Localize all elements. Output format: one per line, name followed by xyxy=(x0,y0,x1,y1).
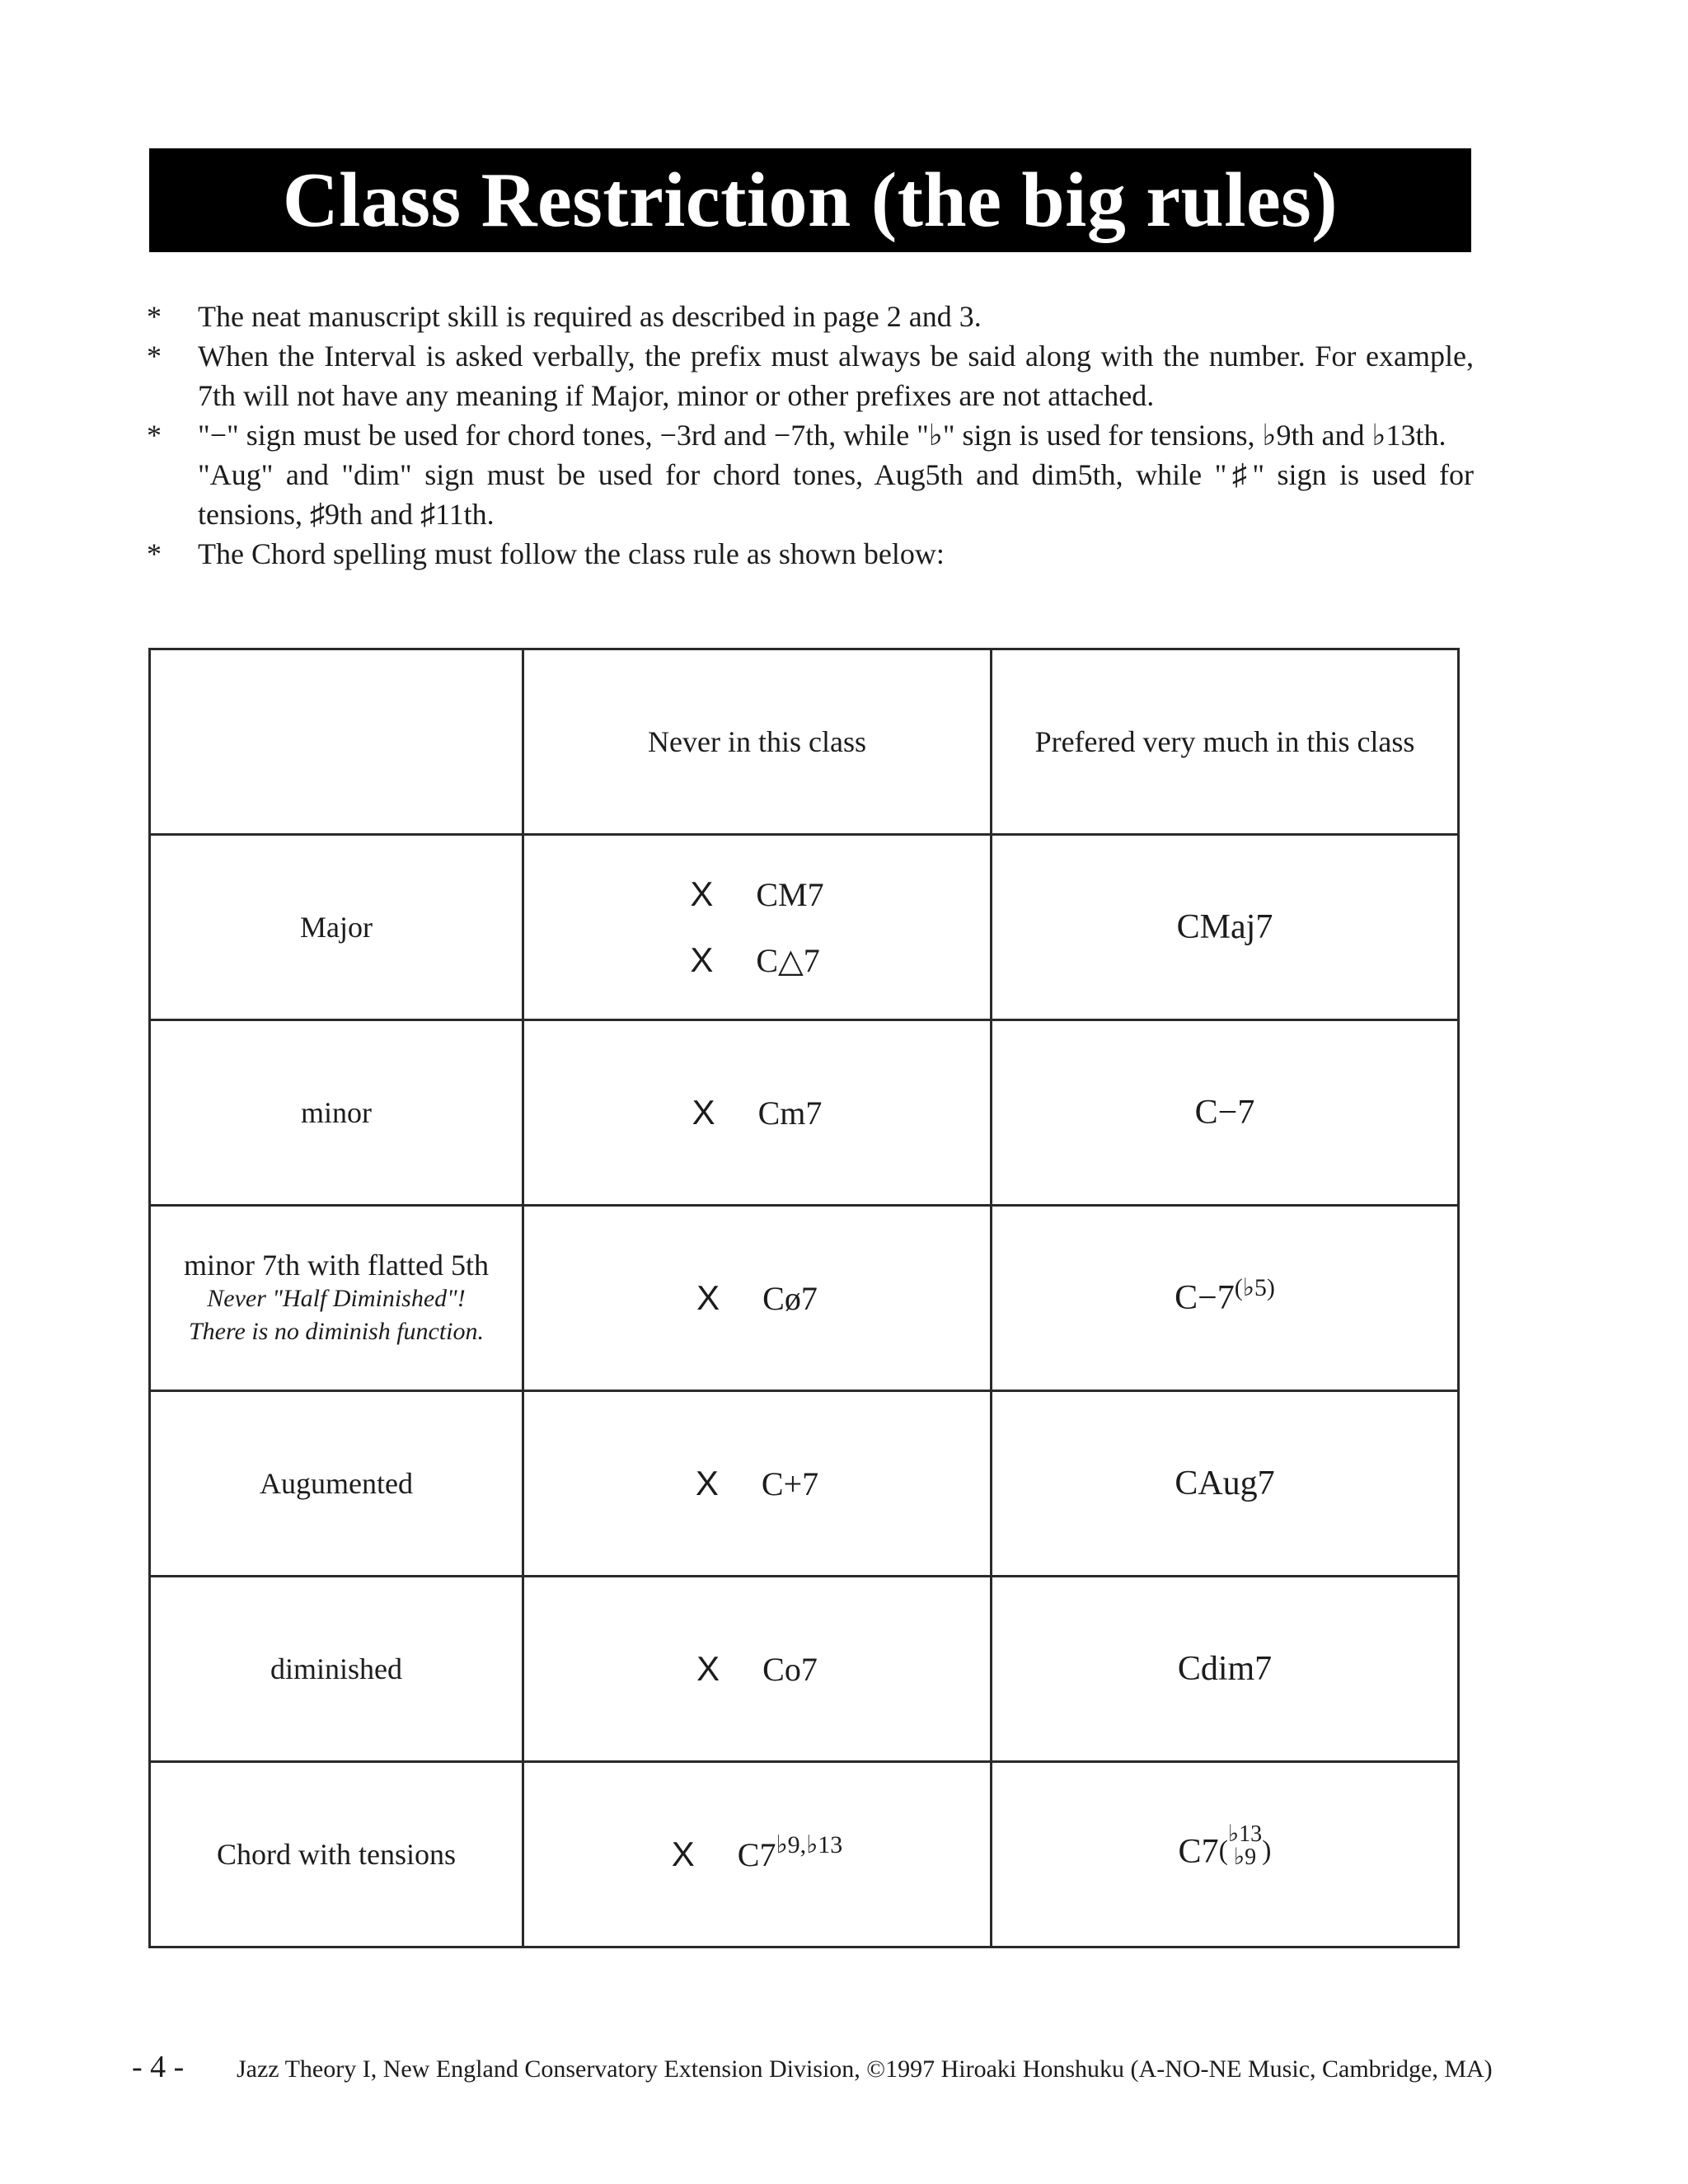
tension-bottom: ♭9 xyxy=(1233,1844,1257,1870)
row-label xyxy=(150,1577,523,1762)
rule-text: "−" sign must be used for chord tones, −3rd and −7th, while "♭" sign is used for tensions, ♭9th and ♭13th. xyxy=(198,419,1447,452)
row-label-text: minor 7th with flatted 5th xyxy=(184,1249,489,1282)
preferred-chord: $C-7^{(♭5)}$ xyxy=(1175,1274,1275,1317)
row-label xyxy=(150,1206,523,1391)
never-cell xyxy=(523,1020,992,1206)
x-mark-icon: X xyxy=(696,1278,720,1317)
preferred-chord: C−7 xyxy=(1194,1094,1255,1132)
preferred-cell xyxy=(992,1391,1459,1577)
header-label-cell xyxy=(150,649,523,835)
chord-symbol: CM7 xyxy=(756,876,824,913)
chord-symbol: C△7 xyxy=(756,942,820,979)
rule-text: The Chord spelling must follow the class rule as shown below: xyxy=(198,537,945,570)
row-label-text: diminished xyxy=(270,1652,402,1685)
preferred-chord: Cdim7 xyxy=(1177,1650,1273,1688)
table-row xyxy=(150,1762,1459,1947)
rule-item xyxy=(145,534,1474,574)
rule-item xyxy=(145,297,1474,336)
never-cell xyxy=(523,1577,992,1762)
table-row xyxy=(150,1020,1459,1206)
bullet-marker: * xyxy=(147,300,162,333)
chord-symbol: Co7 xyxy=(762,1651,818,1688)
never-cell xyxy=(523,1391,992,1577)
table-row xyxy=(150,1206,1459,1391)
rule-item xyxy=(145,415,1474,455)
header-preferred: Prefered very much in this class xyxy=(992,649,1459,835)
rule-continuation: "Aug" and "dim" sign must be used for chord tones, Aug5th and dim5th, while "♯" sign is used for tensions, ♯9th and ♯11th. xyxy=(198,458,1474,531)
row-label xyxy=(150,1020,523,1206)
row-note: There is no diminish function. xyxy=(188,1318,485,1345)
table-row xyxy=(150,1391,1459,1577)
table-row xyxy=(150,835,1459,1020)
row-label-text: Chord with tensions xyxy=(216,1838,456,1871)
rules-list xyxy=(145,297,1474,574)
x-mark-icon: X xyxy=(671,1835,695,1873)
preferred-cell xyxy=(992,1762,1459,1947)
rule-item xyxy=(145,336,1474,415)
preferred-cell xyxy=(992,1206,1459,1391)
chord-superscript: (♭5) xyxy=(1234,1274,1275,1301)
tension-top: ♭13 xyxy=(1227,1821,1263,1847)
chord-symbol: Cø7 xyxy=(762,1280,818,1317)
never-cell xyxy=(523,835,992,1020)
bullet-marker: * xyxy=(147,419,162,452)
footer-credit: Jazz Theory I, New England Conservatory Extension Division, ©1997 Hiroaki Honshuku (A-NO-NE Music, Cambridge, MA) xyxy=(237,2055,1493,2083)
preferred-chord: CMaj7 xyxy=(1176,908,1273,946)
chord-spelling-table xyxy=(148,648,1460,1948)
row-label xyxy=(150,1762,523,1947)
preferred-chord: C7( ♭13 ♭9 ) xyxy=(1178,1821,1272,1871)
page-number: - 4 - xyxy=(132,2050,185,2084)
rule-text: When the Interval is asked verbally, the prefix must always be said along with the number. For example, 7th will not have any meaning if Major, minor or other prefixes are not attached. xyxy=(198,340,1474,412)
title-banner xyxy=(149,148,1471,252)
x-mark-icon: X xyxy=(695,1464,719,1502)
row-label-text: Major xyxy=(300,911,373,944)
close-paren: ) xyxy=(1262,1835,1272,1866)
tension-stack xyxy=(1228,1823,1262,1869)
header-never: Never in this class xyxy=(523,649,992,835)
row-label-text: minor xyxy=(301,1096,372,1129)
preferred-cell xyxy=(992,1577,1459,1762)
x-mark-icon: X xyxy=(690,940,714,979)
x-mark-icon: X xyxy=(696,1649,720,1688)
row-label-text: Augumented xyxy=(260,1467,413,1500)
x-mark-icon: X xyxy=(690,874,714,913)
preferred-chord: CAug7 xyxy=(1175,1465,1275,1502)
preferred-cell xyxy=(992,835,1459,1020)
rule-text: The neat manuscript skill is required as described in page 2 and 3. xyxy=(198,300,982,333)
page-title: Class Restriction (the big rules) xyxy=(282,157,1339,243)
row-note: Never "Half Diminished"! xyxy=(207,1285,466,1312)
bullet-marker: * xyxy=(147,537,162,570)
row-label xyxy=(150,835,523,1020)
table-row xyxy=(150,1577,1459,1762)
preferred-cell xyxy=(992,1020,1459,1206)
never-cell xyxy=(523,1206,992,1391)
table-header-row xyxy=(150,649,1459,835)
x-mark-icon: X xyxy=(692,1093,715,1132)
never-cell xyxy=(523,1762,992,1947)
chord-symbol: C+7 xyxy=(761,1465,819,1502)
chord-superscript: ♭9,♭13 xyxy=(776,1831,843,1858)
chord-symbol: $C7^{♭9,♭13}$ xyxy=(737,1831,843,1873)
open-paren: ( xyxy=(1218,1835,1228,1866)
row-label xyxy=(150,1391,523,1577)
bullet-marker: * xyxy=(147,340,162,373)
chord-symbol: Cm7 xyxy=(757,1094,823,1132)
